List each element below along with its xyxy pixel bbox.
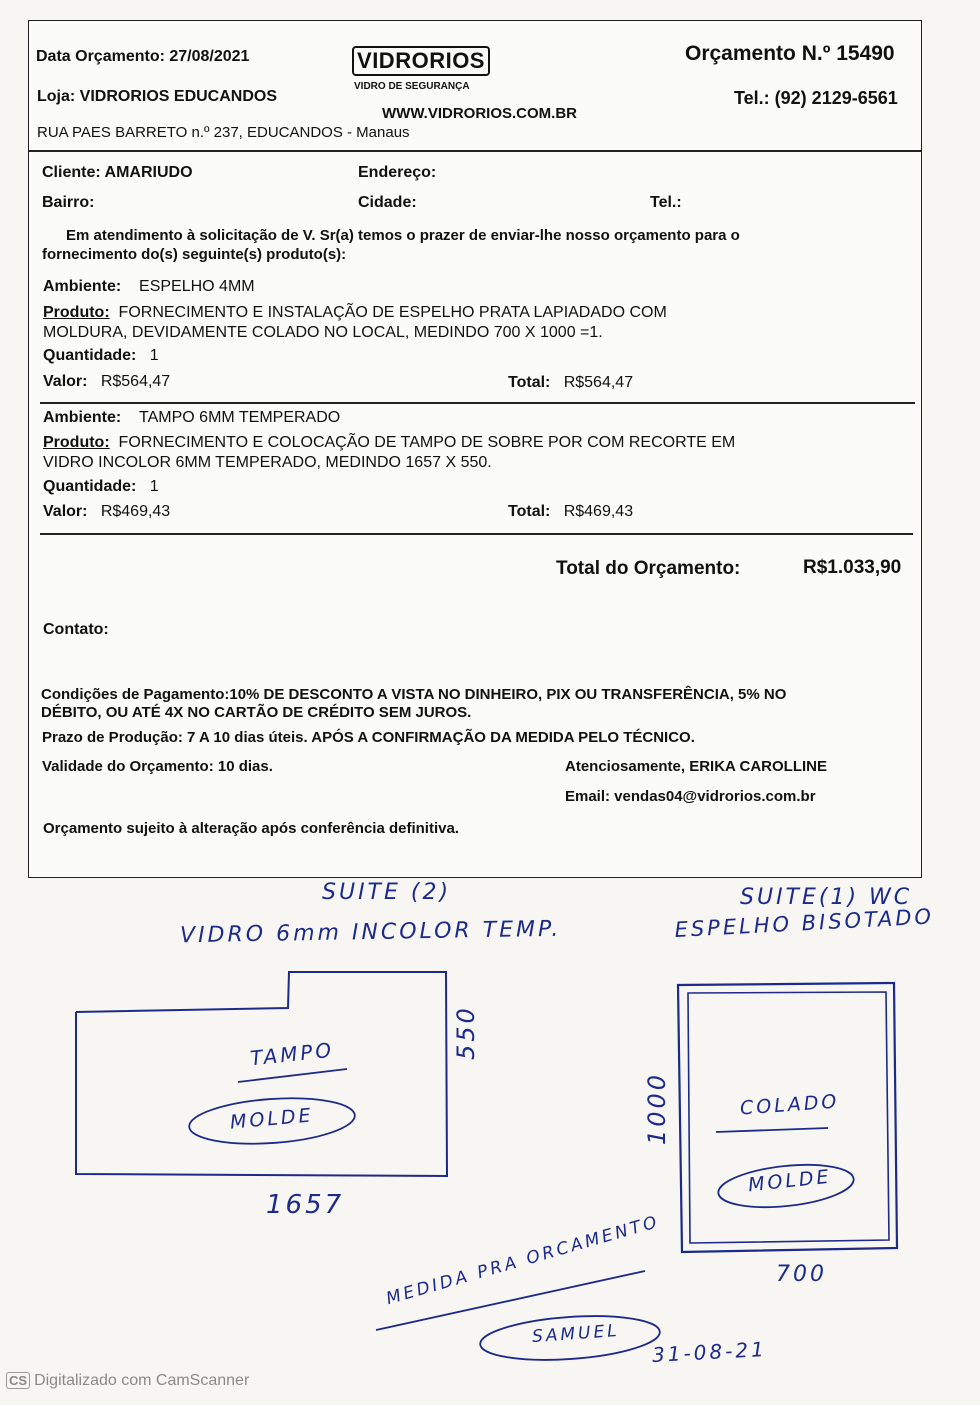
- client-tel-label: Tel.:: [650, 194, 682, 211]
- client-district-label: Bairro:: [42, 194, 95, 211]
- hand-glass-note: VIDRO 6mm INCOLOR TEMP.: [179, 916, 562, 949]
- grand-total-value: R$1.033,90: [803, 557, 902, 578]
- hand-medida-note: MEDIDA PRA ORCAMENTO: [384, 1211, 662, 1310]
- item-1-quantity: Quantidade: 1: [43, 347, 159, 364]
- item-1-product-line-2: MOLDURA, DEVIDAMENTE COLADO NO LOCAL, MEDINDO 700 X 1000 =1.: [43, 324, 603, 341]
- payment-line-2: DÉBITO, OU ATÉ 4X NO CARTÃO DE CRÉDITO SEM JUROS.: [41, 704, 472, 721]
- item-2-product-line-2: VIDRO INCOLOR 6MM TEMPERADO, MEDINDO 1657 X 550.: [43, 454, 492, 471]
- item-1-total: Total: R$564,47: [508, 374, 634, 391]
- contact-label: Contato:: [43, 621, 109, 638]
- hand-molde-right: MOLDE: [747, 1165, 833, 1197]
- item-2-quantity: Quantidade: 1: [43, 478, 159, 495]
- hand-suite-2: SUITE (2): [322, 880, 452, 905]
- camscanner-logo-icon: CS: [6, 1372, 30, 1389]
- store-name: Loja: VIDRORIOS EDUCANDOS: [37, 88, 278, 105]
- grand-total-label: Total do Orçamento:: [556, 558, 741, 579]
- mirror-frame-outer: [678, 983, 897, 1252]
- intro-line-1: Em atendimento à solicitação de V. Sr(a) temos o prazer de enviar-lhe nosso orçamento para o: [66, 227, 740, 244]
- colado-underline: [716, 1128, 828, 1132]
- camscanner-watermark: [6, 1372, 249, 1390]
- company-logo: VIDRORIOS: [352, 46, 490, 76]
- quote-number: Orçamento N.º 15490: [685, 42, 895, 65]
- hand-dim-550: 550: [452, 1005, 480, 1060]
- hand-dim-1657: 1657: [266, 1190, 345, 1220]
- disclaimer: Orçamento sujeito à alteração após conferência definitiva.: [43, 820, 459, 837]
- countertop-outline: [76, 972, 447, 1176]
- hand-tampo: TAMPO: [248, 1037, 336, 1071]
- hand-date: 31-08-21: [651, 1337, 768, 1367]
- item-2-environment: Ambiente: TAMPO 6MM TEMPERADO: [43, 409, 341, 426]
- company-website: WWW.VIDRORIOS.COM.BR: [382, 105, 577, 122]
- store-phone: Tel.: (92) 2129-6561: [734, 88, 898, 108]
- payment-line-1: Condições de Pagamento:10% DE DESCONTO A VISTA NO DINHEIRO, PIX OU TRANSFERÊNCIA, 5% NO: [41, 686, 787, 703]
- client-address-label: Endereço:: [358, 164, 437, 181]
- quote-validity: Validade do Orçamento: 10 dias.: [42, 758, 273, 775]
- item-2-product-line-1: Produto: FORNECIMENTO E COLOCAÇÃO DE TAMPO DE SOBRE POR COM RECORTE EM: [43, 434, 736, 451]
- regards-signature: Atenciosamente, ERIKA CAROLLINE: [565, 758, 827, 775]
- client-city-label: Cidade:: [358, 194, 417, 211]
- item-2-total: Total: R$469,43: [508, 503, 634, 520]
- hand-molde-left: MOLDE: [229, 1104, 315, 1134]
- quote-date: Data Orçamento: 27/08/2021: [36, 48, 250, 65]
- production-time: Prazo de Produção: 7 A 10 dias úteis. APÓS A CONFIRMAÇÃO DA MEDIDA PELO TÉCNICO.: [42, 729, 695, 746]
- hand-dim-700: 700: [776, 1262, 827, 1287]
- hand-signature: SAMUEL: [531, 1320, 621, 1348]
- hand-mirror-note: ESPELHO BISOTADO: [674, 904, 935, 942]
- hand-suite-1: SUITE(1) WC: [740, 885, 913, 910]
- hand-dim-1000: 1000: [643, 1071, 671, 1145]
- hand-colado: COLADO: [739, 1090, 841, 1120]
- client-name: Cliente: AMARIUDO: [42, 164, 193, 181]
- store-address: RUA PAES BARRETO n.º 237, EDUCANDOS - Manaus: [37, 124, 410, 141]
- item-1-environment: Ambiente: ESPELHO 4MM: [43, 278, 255, 295]
- tampo-underline: [238, 1069, 347, 1082]
- item-1-unit-value: Valor: R$564,47: [43, 373, 171, 390]
- intro-line-2: fornecimento do(s) seguinte(s) produto(s):: [42, 246, 347, 263]
- contact-email: Email: vendas04@vidrorios.com.br: [565, 788, 816, 805]
- company-tagline: VIDRO DE SEGURANÇA: [354, 81, 470, 92]
- camscanner-text: Digitalizado com CamScanner: [34, 1372, 250, 1389]
- item-1-product-line-1: Produto: FORNECIMENTO E INSTALAÇÃO DE ESPELHO PRATA LAPIADADO COM: [43, 304, 667, 321]
- item-2-unit-value: Valor: R$469,43: [43, 503, 171, 520]
